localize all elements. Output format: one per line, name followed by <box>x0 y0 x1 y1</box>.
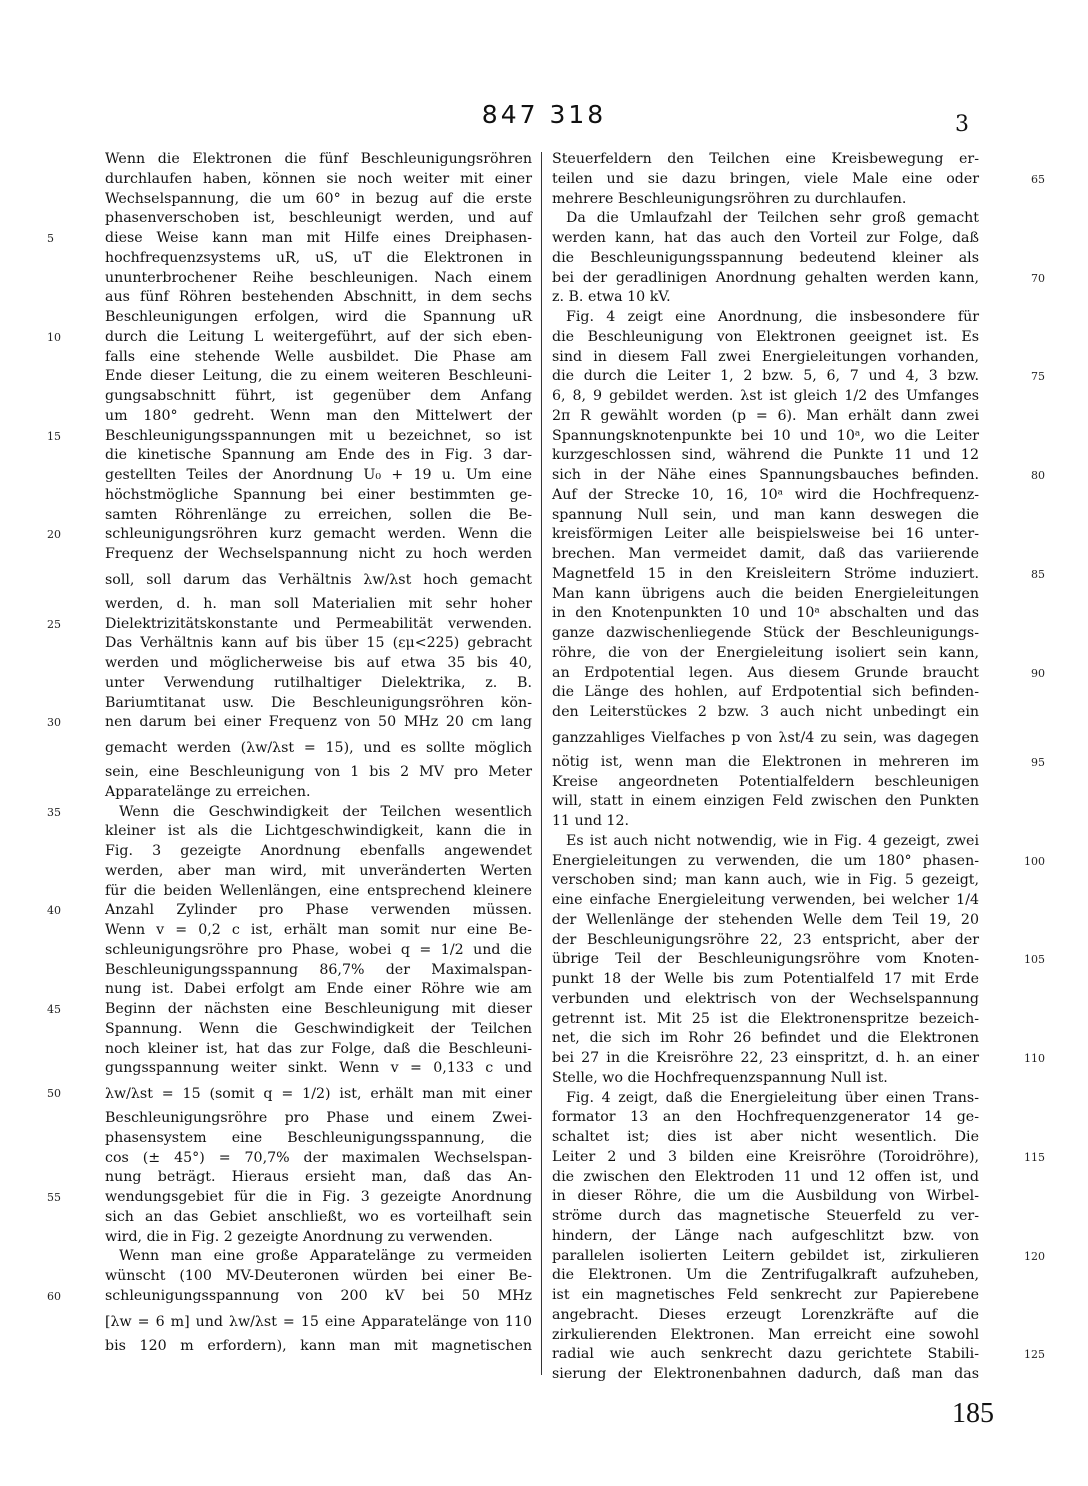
text-line <box>552 269 1045 289</box>
line-text: verschoben sind; man kann auch, wie in Fig. 5 gezeigt, <box>552 872 979 889</box>
text-line <box>552 891 979 911</box>
line-text: Auf der Strecke 10, 16, 10ᵃ wird die Hochfrequenz- <box>552 486 979 503</box>
line-text: phasenverschoben ist, beschleunigt werden, und auf <box>105 210 532 227</box>
line-text: ganze dazwischenliegende Stück der Beschleunigungs- <box>552 625 979 641</box>
text-line <box>105 842 532 862</box>
line-text: der Wellenlänge der stehenden Welle dem Teil 19, 20 <box>552 911 979 928</box>
line-number: 10 <box>47 330 61 344</box>
line-text: Wenn v = 0,2 c ist, erhält man somit nur eine Be- <box>105 922 532 938</box>
text-line <box>105 466 532 486</box>
line-text: hindern, der Länge nach aufgeschlitzt bzw. von <box>552 1227 979 1244</box>
text-line <box>105 150 532 170</box>
line-text: die zwischen den Elektroden 11 und 12 offen ist, und <box>552 1168 979 1185</box>
text-line <box>105 506 532 526</box>
text-line <box>552 1069 979 1089</box>
text-line <box>552 1345 1045 1365</box>
text-line <box>105 486 532 506</box>
text-line <box>105 961 532 981</box>
line-number: 120 <box>1024 1249 1045 1263</box>
text-line <box>552 1326 979 1346</box>
line-text: bei der geradlinigen Anordnung gehalten werden kann, <box>552 269 979 286</box>
text-line <box>105 1267 532 1287</box>
line-text: kleiner ist als die Lichtgeschwindigkeit, kann die in <box>105 823 532 840</box>
line-text: phasensystem eine Beschleunigungsspannung, die <box>105 1129 532 1146</box>
line-number: 60 <box>47 1289 61 1303</box>
line-text: radial wie auch senkrecht dazu gerichtete Stabili- <box>552 1346 979 1363</box>
line-text: Fig. 3 gezeigte Anordnung ebenfalls angewendet <box>105 843 532 859</box>
text-line <box>552 387 979 407</box>
text-line <box>552 1010 979 1030</box>
line-number: 20 <box>47 528 61 542</box>
line-text: wünscht (100 MV-Deuteronen würden bei einer Be- <box>105 1268 532 1284</box>
text-line <box>552 723 979 753</box>
line-number: 35 <box>47 805 61 819</box>
text-line <box>552 812 979 832</box>
line-text: Beschleunigungsspannungen mit u bezeichnet, so ist <box>105 427 532 444</box>
text-line <box>105 1059 532 1079</box>
line-text: samten Röhrenlänge zu erreichen, sollen die Be- <box>105 506 532 523</box>
line-number: 70 <box>1031 271 1045 285</box>
line-text: gungsspannung weiter sinkt. Wenn v = 0,133 c und <box>105 1060 532 1077</box>
text-line <box>552 931 979 951</box>
text-line <box>47 901 532 921</box>
line-text: brechen. Man vermeidet damit, daß das variierende <box>552 546 979 562</box>
text-line <box>552 525 979 545</box>
line-text: durch die Leitung L weitergeführt, auf der sich eben- <box>105 328 532 345</box>
text-line <box>552 150 979 170</box>
line-number: 55 <box>47 1191 61 1204</box>
text-line <box>552 446 979 466</box>
text-line <box>105 654 532 674</box>
text-line <box>552 545 979 565</box>
line-text: schleunigungsröhren kurz gemacht werden. Wenn die <box>105 526 532 543</box>
line-text: gemacht werden (λw/λst = 15), und es sollte möglich <box>105 740 532 756</box>
line-text: Wenn man eine große Apparatelänge zu vermeiden <box>119 1248 532 1265</box>
line-text: durchlaufen haben, können sie noch weiter mit einer <box>105 170 532 187</box>
text-line <box>552 832 979 852</box>
line-text: Spannung. Wenn die Geschwindigkeit der Teilchen <box>105 1020 532 1037</box>
text-line <box>47 1079 532 1109</box>
line-text: formator 13 an den Hochfrequenzgenerator 14 ge- <box>552 1109 979 1126</box>
text-line <box>552 1187 979 1207</box>
line-text: schaltet ist; dies ist aber nicht wesentlich. Die <box>552 1129 979 1145</box>
text-line <box>47 328 532 348</box>
line-text: getrennt ist. Mit 25 ist die Elektronenspritze bezeich- <box>552 1010 979 1027</box>
text-line <box>47 229 532 249</box>
line-text: ist ein magnetisches Feld senkrecht zur Papierebene <box>552 1287 979 1303</box>
text-line <box>105 1109 532 1129</box>
text-line <box>552 190 979 210</box>
text-line <box>105 545 532 565</box>
line-text: werden, d. h. man soll Materialien mit sehr hoher <box>105 595 532 612</box>
text-line <box>552 792 979 812</box>
text-line <box>552 990 979 1010</box>
text-line <box>105 170 532 190</box>
line-text: Wenn die Geschwindigkeit der Teilchen wesentlich <box>119 803 532 820</box>
line-text: Das Verhältnis kann auf bis über 15 (εμ<225) gebracht <box>105 635 532 652</box>
text-line <box>105 941 532 961</box>
text-line <box>47 713 532 733</box>
text-line <box>105 763 532 783</box>
text-line <box>552 209 979 229</box>
line-number: 95 <box>1031 755 1045 769</box>
text-line <box>552 565 1045 585</box>
line-text: ströme durch das magnetische Steuerfeld zu ver- <box>552 1208 979 1224</box>
text-line <box>47 1287 532 1307</box>
line-text: um 180° gedreht. Wenn man den Mittelwert der <box>105 407 532 424</box>
line-text: z. B. etwa 10 kV. <box>552 289 671 306</box>
line-text: Beginn der nächsten eine Beschleunigung mit dieser <box>105 1001 532 1017</box>
line-number: 5 <box>47 232 54 245</box>
text-line <box>552 348 979 368</box>
text-line <box>105 348 532 368</box>
text-line <box>552 466 1045 486</box>
text-line <box>105 980 532 1000</box>
line-text: spannung Null sein, und man kann deswegen die <box>552 506 979 523</box>
text-line <box>105 1247 532 1267</box>
line-text: sierung der Elektronenbahnen dadurch, daß man das <box>552 1366 979 1382</box>
line-text: ganzzahliges Vielfaches p von λst/4 zu sein, was dagegen <box>552 729 979 746</box>
text-line <box>552 1168 979 1188</box>
text-line <box>552 1365 979 1385</box>
line-number: 125 <box>1024 1348 1045 1362</box>
text-line <box>552 773 979 793</box>
line-text: eine einfache Energieleitung verwenden, bei welcher 1/4 <box>552 892 979 908</box>
text-line <box>105 269 532 289</box>
text-line <box>105 1040 532 1060</box>
text-line <box>105 1020 532 1040</box>
line-text: parallelen isolierten Leitern gebildet ist, zirkulieren <box>552 1247 979 1264</box>
text-line <box>105 1337 532 1357</box>
line-text: Beschleunigungen erfolgen, wird die Spannung uR <box>105 309 532 325</box>
text-line <box>552 229 979 249</box>
text-line <box>105 446 532 466</box>
text-line <box>47 803 532 823</box>
text-line <box>552 288 979 308</box>
line-number: 65 <box>1031 172 1045 186</box>
text-line <box>552 1029 979 1049</box>
line-text: sich an das Gebiet anschließt, wo es vorteilhaft sein <box>105 1208 532 1225</box>
line-text: röhre, die von der Energieleitung isoliert sein kann, <box>552 644 979 661</box>
text-line <box>105 308 532 328</box>
text-line <box>552 950 1045 970</box>
line-text: werden und möglicherweise bis auf etwa 35 bis 40, <box>105 655 532 671</box>
line-text: gungsabschnitt führt, ist gegenüber dem Anfang <box>105 388 532 404</box>
line-text: Wenn die Elektronen die fünf Beschleunigungsröhren <box>105 151 532 167</box>
line-text: verbunden und elektrisch von der Wechselspannung <box>552 990 979 1007</box>
line-text: übrige Teil der Beschleunigungsröhre vom Knoten- <box>552 951 979 968</box>
text-line <box>552 753 1045 773</box>
text-line <box>105 190 532 210</box>
line-number: 105 <box>1024 953 1045 967</box>
line-text: 6, 8, 9 gebildet werden. λst ist gleich 1/2 des Umfanges <box>552 388 979 404</box>
line-text: Spannungsknotenpunkte bei 10 und 10ᵃ, wo die Leiter <box>552 427 979 444</box>
text-line <box>552 911 979 931</box>
text-line <box>105 862 532 882</box>
text-line <box>552 407 979 427</box>
line-text: bei 27 in die Kreisröhre 22, 23 einspritzt, d. h. an einer <box>552 1050 979 1066</box>
text-line <box>552 367 1045 387</box>
text-line <box>552 1049 1045 1069</box>
line-text: Fig. 4 zeigt, daß die Energieleitung über einen Trans- <box>566 1089 979 1106</box>
text-line <box>552 506 979 526</box>
text-line <box>552 249 979 269</box>
line-text: nen darum bei einer Frequenz von 50 MHz 20 cm lang <box>105 714 532 731</box>
text-line <box>105 1228 532 1248</box>
line-number: 80 <box>1031 469 1045 482</box>
text-line <box>105 595 532 615</box>
text-line <box>552 1148 1045 1168</box>
line-text: den Leiterstückes 2 bzw. 3 auch nicht unbedingt ein <box>552 704 979 720</box>
line-text: Kreise angeordneten Potentialfeldern beschleunigen <box>552 773 979 790</box>
line-text: sein, eine Beschleunigung von 1 bis 2 MV pro Meter <box>105 764 532 780</box>
text-line <box>105 783 532 803</box>
right-text-column <box>552 150 1045 1385</box>
text-line <box>552 852 1045 872</box>
line-text: für die beiden Wellenlängen, eine entsprechend kleinere <box>105 882 532 899</box>
text-line <box>105 822 532 842</box>
text-line <box>552 644 979 664</box>
line-text: teilen und sie dazu bringen, viele Male eine oder <box>552 170 979 187</box>
line-text: will, statt in einem einzigen Feld zwischen den Punkten <box>552 793 979 810</box>
line-text: Da die Umlaufzahl der Teilchen sehr groß gemacht <box>566 210 979 227</box>
line-text: der Beschleunigungsröhre 22, 23 entspricht, aber der <box>552 931 979 948</box>
text-line <box>105 882 532 902</box>
line-text: wird, die in Fig. 2 gezeigte Anordnung zu verwenden. <box>105 1228 493 1245</box>
line-text: ununterbrochener Reihe beschleunigen. Nach einem <box>105 269 532 286</box>
line-text: die Länge des hohlen, auf Erdpotential sich befinden- <box>552 684 979 701</box>
text-line <box>552 427 979 447</box>
line-text: sind in diesem Fall zwei Energieleitungen vorhanden, <box>552 348 979 365</box>
text-line <box>105 1168 532 1188</box>
line-number: 40 <box>47 904 61 918</box>
text-line <box>552 604 979 624</box>
text-line <box>105 407 532 427</box>
text-line <box>552 970 979 990</box>
line-text: Magnetfeld 15 in den Kreisleitern Ströme induziert. <box>552 565 979 582</box>
text-line <box>105 288 532 308</box>
text-line <box>47 427 532 447</box>
line-number: 115 <box>1024 1150 1045 1164</box>
line-text: die Beschleunigung von Elektronen geeignet ist. Es <box>552 328 979 345</box>
text-line <box>105 674 532 694</box>
text-line <box>552 1266 979 1286</box>
line-number: 30 <box>47 716 61 730</box>
line-text: noch kleiner ist, hat das zur Folge, daß die Beschleuni- <box>105 1040 532 1057</box>
line-number: 110 <box>1024 1052 1045 1065</box>
line-text: net, die sich im Rohr 26 befindet und die Elektronen <box>552 1030 979 1047</box>
line-text: zirkulierenden Elektronen. Man erreicht eine sowohl <box>552 1326 979 1343</box>
text-line <box>105 733 532 763</box>
line-text: gestellten Teiles der Anordnung U₀ + 19 u. Um eine <box>105 467 532 483</box>
line-number: 25 <box>47 617 61 631</box>
line-number: 100 <box>1024 854 1045 868</box>
line-text: nötig ist, wenn man die Elektronen in mehreren im <box>552 753 979 770</box>
line-text: die kinetische Spannung am Ende des in Fig. 3 dar- <box>105 447 532 464</box>
text-line <box>552 1089 979 1109</box>
text-line <box>552 1227 979 1247</box>
line-text: werden, aber man wird, mit unveränderten Werten <box>105 862 532 879</box>
line-text: Beschleunigungsröhre pro Phase und einem Zwei- <box>105 1110 532 1126</box>
line-text: Beschleunigungsspannung 86,7% der Maximalspan- <box>105 961 532 978</box>
line-text: [λw = 6 m] und λw/λst = 15 eine Apparatelänge von 110 <box>105 1313 532 1330</box>
line-number: 85 <box>1031 567 1045 581</box>
text-line <box>552 664 1045 684</box>
line-number: 90 <box>1031 666 1045 680</box>
text-line <box>105 565 532 595</box>
text-line <box>105 921 532 941</box>
line-text: Stelle, wo die Hochfrequenzspannung Null ist. <box>552 1069 888 1086</box>
left-text-column <box>47 150 532 1356</box>
line-text: mehrere Beschleunigungsröhren zu durchlaufen. <box>552 190 907 207</box>
text-line <box>552 871 979 891</box>
line-text: Es ist auch nicht notwendig, wie in Fig. 4 gezeigt, zwei <box>566 832 979 849</box>
line-text: wendungsgebiet für die in Fig. 3 gezeigte Anordnung <box>105 1189 532 1205</box>
column-number: 3 <box>955 112 969 137</box>
text-line <box>552 683 979 703</box>
line-text: Wechselspannung, die um 60° in bezug auf die erste <box>105 190 532 207</box>
line-text: Fig. 4 zeigt eine Anordnung, die insbesondere für <box>566 309 979 325</box>
line-number: 50 <box>47 1087 61 1100</box>
text-line <box>552 1108 979 1128</box>
text-line <box>105 694 532 714</box>
line-text: unter Verwendung rutilhaltiger Dielektrika, z. B. <box>105 674 532 691</box>
line-text: kurzgeschlossen sind, während die Punkte 11 und 12 <box>552 447 979 464</box>
line-text: punkt 18 der Welle bis zum Potentialfeld 17 mit Erde <box>552 971 979 987</box>
line-text: werden kann, hat das auch den Vorteil zur Folge, daß <box>552 230 979 246</box>
line-text: schleunigungsspannung von 200 kV bei 50 MHz <box>105 1287 532 1304</box>
line-text: Frequenz der Wechselspannung nicht zu hoch werden <box>105 546 532 562</box>
line-text: Dielektrizitätskonstante und Permeabilität verwenden. <box>105 615 532 632</box>
line-text: soll, soll darum das Verhältnis λw/λst hoch gemacht <box>105 571 532 588</box>
line-text: kreisförmigen Leiter alle beispielsweise bei 16 unter- <box>552 526 979 543</box>
text-line <box>105 249 532 269</box>
text-line <box>105 1307 532 1337</box>
line-text: in den Knotenpunkten 10 und 10ᵃ abschalten und das <box>552 605 979 622</box>
line-text: hochfrequenzsystems uR, uS, uT die Elektronen in <box>105 249 532 266</box>
line-text: Energieleitungen zu verwenden, die um 180° phasen- <box>552 852 979 869</box>
line-text: sich in der Nähe eines Spannungsbauches befinden. <box>552 467 979 483</box>
text-line <box>47 1188 532 1208</box>
line-text: schleunigungsröhre pro Phase, wobei q = 1/2 und die <box>105 941 532 958</box>
line-text: an Erdpotential legen. Aus diesem Grunde braucht <box>552 664 979 681</box>
text-line <box>552 1247 1045 1267</box>
text-line <box>105 1149 532 1169</box>
text-line <box>552 1128 979 1148</box>
line-text: die durch die Leiter 1, 2 bzw. 5, 6, 7 und 4, 3 bzw. <box>552 368 979 385</box>
text-line <box>552 624 979 644</box>
text-line <box>552 308 979 328</box>
page-number: 185 <box>952 1398 994 1429</box>
line-text: nung ist. Dabei erfolgt am Ende einer Röhre wie am <box>105 981 532 998</box>
text-line <box>552 703 979 723</box>
line-text: 11 und 12. <box>552 813 629 829</box>
text-line <box>105 634 532 654</box>
text-line <box>552 170 1045 190</box>
line-text: Leiter 2 und 3 bilden eine Kreisröhre (Toroidröhre), <box>552 1148 979 1165</box>
line-text: angebracht. Dieses erzeugt Lorenzkräfte auf die <box>552 1306 979 1323</box>
column-divider <box>541 152 542 1375</box>
line-text: λw/λst = 15 (somit q = 1/2) ist, erhält man mit einer <box>105 1086 532 1102</box>
line-text: in dieser Röhre, die um die Ausbildung von Wirbel- <box>552 1188 979 1205</box>
text-line <box>552 1306 979 1326</box>
line-text: aus fünf Röhren bestehenden Abschnitt, in dem sechs <box>105 289 532 306</box>
text-line <box>552 486 979 506</box>
line-text: bis 120 m erfordern), kann man mit magnetischen <box>105 1337 532 1354</box>
text-line <box>552 328 979 348</box>
line-text: Apparatelänge zu erreichen. <box>105 783 311 800</box>
line-text: Anzahl Zylinder pro Phase verwenden müssen. <box>105 902 532 919</box>
line-text: diese Weise kann man mit Hilfe eines Dreiphasen- <box>105 230 532 246</box>
line-text: 2π R gewählt worden (p = 6). Man erhält dann zwei <box>552 407 979 424</box>
line-text: Ende dieser Leitung, die zu einem weiteren Beschleuni- <box>105 368 532 385</box>
text-line <box>552 585 979 605</box>
text-line <box>552 1207 979 1227</box>
line-text: Steuerfeldern den Teilchen eine Kreisbewegung er- <box>552 151 979 167</box>
text-line <box>47 615 532 635</box>
line-text: höchstmögliche Spannung bei einer bestimmten ge- <box>105 486 532 503</box>
text-line <box>105 1129 532 1149</box>
text-line <box>105 209 532 229</box>
text-line <box>105 387 532 407</box>
patent-number: 847 318 <box>481 100 607 129</box>
line-number: 45 <box>47 1003 61 1016</box>
line-text: Man kann übrigens auch die beiden Energieleitungen <box>552 585 979 602</box>
line-number: 75 <box>1031 370 1045 384</box>
text-line <box>552 1286 979 1306</box>
text-line <box>105 367 532 387</box>
line-text: Bariumtitanat usw. Die Beschleunigungsröhren kön- <box>105 694 532 711</box>
text-line <box>47 525 532 545</box>
line-text: falls eine stehende Welle ausbildet. Die Phase am <box>105 348 532 365</box>
line-text: cos (± 45°) = 70,7% der maximalen Wechselspan- <box>105 1149 532 1166</box>
line-text: die Beschleunigungsspannung bedeutend kleiner als <box>552 249 979 266</box>
text-line <box>47 1000 532 1020</box>
line-text: die Elektronen. Um die Zentrifugalkraft aufzuheben, <box>552 1267 979 1284</box>
text-line <box>105 1208 532 1228</box>
line-text: nung beträgt. Hieraus ersieht man, daß das An- <box>105 1169 532 1186</box>
line-number: 15 <box>47 429 61 443</box>
